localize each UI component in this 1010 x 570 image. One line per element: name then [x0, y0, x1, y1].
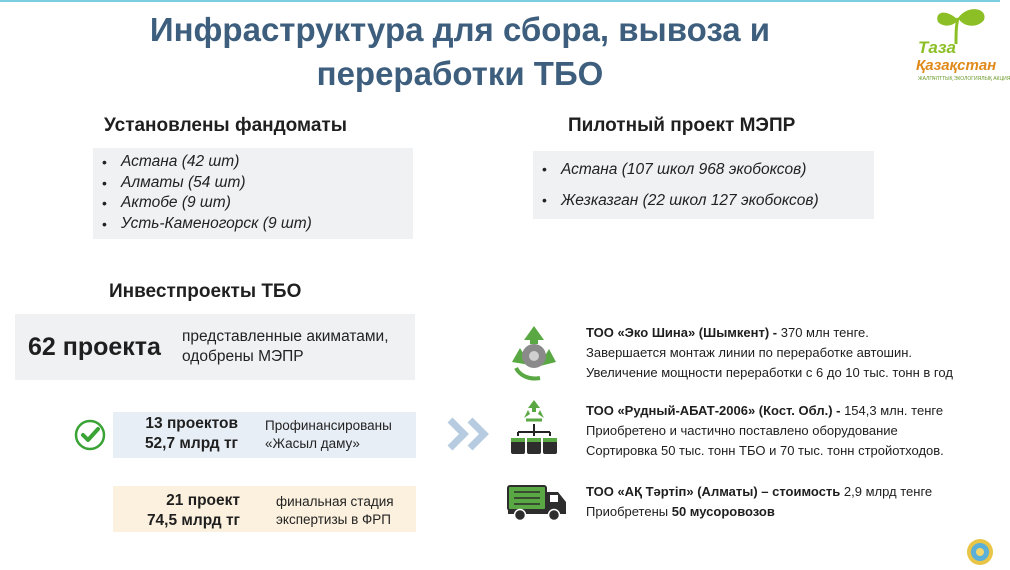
company-name: ТОО «Эко Шина» (Шымкент) -	[586, 325, 778, 340]
fandomats-heading: Установлены фандоматы	[104, 115, 347, 136]
page-title-line1: Инфраструктура для сбора, вывоза и	[149, 11, 771, 48]
financed-description	[265, 417, 392, 453]
logo-subtitle: ЖАЛПҰЛТТЫҚ ЭКОЛОГИЯЛЫҚ АКЦИЯ	[918, 76, 1010, 82]
emblem-icon	[966, 538, 994, 566]
company-detail: Сортировка 50 тыс. тонн ТБО и 70 тыс. тонн стройотходов.	[586, 443, 944, 458]
company-cost: 154,3 млн. тенге	[840, 403, 944, 418]
garbage-truck-icon	[506, 480, 568, 522]
fandomats-item: • Актобе (9 шт)	[93, 193, 413, 214]
fandomats-list-box	[93, 148, 413, 239]
page-title	[80, 8, 840, 96]
company-detail: Завершается монтаж линии по переработке автошин.	[586, 345, 913, 360]
financed-stats	[118, 414, 238, 454]
logo-text-kazakhstan: Қазақстан	[916, 57, 997, 74]
company-detail-bold: 50 мусоровозов	[671, 504, 775, 519]
expertise-description-line1: финальная стадия	[276, 494, 394, 509]
invest-description-line1: представленные акиматами,	[182, 328, 389, 345]
company-name: ТОО «АҚ Тәртіп» (Алматы) – стоимость	[586, 484, 841, 499]
fandomats-item: • Усть-Каменогорск (9 шт)	[93, 214, 413, 235]
invest-description	[182, 327, 422, 367]
pilot-heading: Пилотный проект МЭПР	[568, 115, 796, 136]
top-accent-line	[0, 0, 1000, 2]
page-title-line2: переработки ТБО	[316, 55, 604, 92]
company-detail: Приобретено и частично поставлено оборудование	[586, 423, 898, 438]
company-cost: 370 млн тенге.	[777, 325, 869, 340]
taza-kazakhstan-logo	[912, 6, 1010, 86]
double-chevron-icon	[446, 417, 496, 451]
sorting-bins-icon	[508, 398, 560, 458]
financed-description-line2: «Жасыл даму»	[265, 436, 360, 451]
pilot-item: • Жезказган (22 школ 127 экобоксов)	[533, 190, 874, 211]
pilot-item: • Астана (107 школ 968 экобоксов)	[533, 159, 874, 180]
company-eko-shina	[586, 323, 953, 383]
expertise-description-line2: экспертизы в ФРП	[276, 512, 391, 527]
company-name: ТОО «Рудный-АБАТ-2006» (Кост. Обл.) -	[586, 403, 841, 418]
company-detail: Увеличение мощности переработки с 6 до 10 тыс. тонн в год	[586, 365, 953, 380]
invest-count: 62 проекта	[28, 333, 161, 361]
expertise-count: 21 проект	[166, 492, 240, 509]
fandomats-item: • Астана (42 шт)	[93, 152, 413, 173]
fandomats-item: • Алматы (54 шт)	[93, 173, 413, 194]
company-detail: Приобретены	[586, 504, 672, 519]
company-ak-tartip	[586, 482, 932, 522]
company-rudny-abat	[586, 401, 944, 461]
recycle-tire-icon	[506, 322, 562, 382]
financed-description-line1: Профинансированы	[265, 418, 392, 433]
company-cost: 2,9 млрд тенге	[840, 484, 933, 499]
financed-amount: 52,7 млрд тг	[144, 435, 238, 452]
financed-count: 13 проектов	[145, 415, 238, 432]
pilot-list-box	[533, 151, 874, 219]
logo-text-taza: Таза	[918, 38, 956, 57]
invest-heading: Инвестпроекты ТБО	[109, 281, 302, 302]
invest-description-line2: одобрены МЭПР	[182, 348, 304, 365]
checkmark-icon	[74, 419, 106, 451]
expertise-stats	[118, 491, 240, 531]
expertise-description	[276, 493, 394, 529]
expertise-amount: 74,5 млрд тг	[146, 512, 240, 529]
